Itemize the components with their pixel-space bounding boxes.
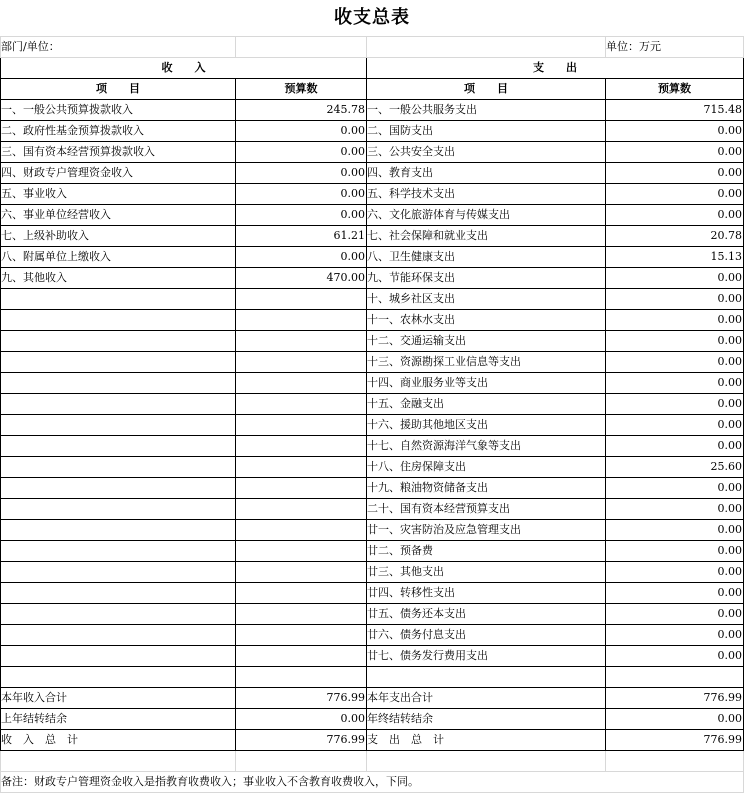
table-row [1,415,744,436]
income-total-value: 776.99 [236,688,367,709]
table-row [1,142,744,163]
income-item [1,625,236,646]
blank-row [1,667,744,688]
table-row [1,226,744,247]
expense-value: 0.00 [606,562,744,583]
expense-item: 廿六、债务付息支出 [367,625,606,646]
income-total-value: 0.00 [236,709,367,730]
expense-total-label: 本年支出合计 [367,688,606,709]
income-item: 四、财政专户管理资金收入 [1,163,236,184]
expense-value: 0.00 [606,205,744,226]
table-row [1,268,744,289]
blank-cell [1,667,236,688]
income-value: 470.00 [236,268,367,289]
income-header: 收 入 [1,58,367,79]
unit-label: 单位：万元 [606,37,744,58]
spacer-cell [236,751,367,772]
expense-value: 0.00 [606,352,744,373]
expense-item: 十八、住房保障支出 [367,457,606,478]
expense-total-value: 776.99 [606,730,744,751]
expense-total-value: 0.00 [606,709,744,730]
income-col-item: 项 目 [1,79,236,100]
expense-item: 一、一般公共服务支出 [367,100,606,121]
spacer-cell [606,751,744,772]
income-value [236,457,367,478]
income-item [1,478,236,499]
income-item [1,646,236,667]
section-header-row [1,58,744,79]
table-row [1,289,744,310]
table-row [1,583,744,604]
expense-item: 廿四、转移性支出 [367,583,606,604]
income-value [236,373,367,394]
income-value [236,478,367,499]
expense-value: 0.00 [606,436,744,457]
income-value: 0.00 [236,205,367,226]
expense-item: 十四、商业服务业等支出 [367,373,606,394]
income-item: 一、一般公共预算拨款收入 [1,100,236,121]
grand-total-row [1,730,744,751]
table-row [1,457,744,478]
income-item [1,520,236,541]
table-row [1,394,744,415]
expense-value: 0.00 [606,520,744,541]
expense-item: 十二、交通运输支出 [367,331,606,352]
income-value: 61.21 [236,226,367,247]
table-row [1,646,744,667]
expense-item: 三、公共安全支出 [367,142,606,163]
income-value [236,436,367,457]
income-item [1,583,236,604]
expense-value: 0.00 [606,541,744,562]
income-value [236,331,367,352]
expense-value: 0.00 [606,310,744,331]
income-item: 七、上级补助收入 [1,226,236,247]
expense-value: 0.00 [606,142,744,163]
expense-item: 十九、粮油物资储备支出 [367,478,606,499]
income-item [1,457,236,478]
income-value [236,562,367,583]
spacer-row [1,751,744,772]
income-item: 六、事业单位经营收入 [1,205,236,226]
table-row [1,436,744,457]
meta-row [1,37,744,58]
income-value [236,310,367,331]
expense-value: 25.60 [606,457,744,478]
expense-value: 0.00 [606,646,744,667]
income-value [236,646,367,667]
expense-value: 0.00 [606,604,744,625]
income-item [1,562,236,583]
table-row [1,625,744,646]
expense-value: 15.13 [606,247,744,268]
income-item: 五、事业收入 [1,184,236,205]
expense-value: 0.00 [606,268,744,289]
note-row [1,772,744,793]
expense-item: 五、科学技术支出 [367,184,606,205]
table-row [1,373,744,394]
expense-value: 0.00 [606,289,744,310]
table-row [1,604,744,625]
income-value [236,352,367,373]
table-row [1,121,744,142]
expense-value: 0.00 [606,184,744,205]
income-item: 八、附属单位上缴收入 [1,247,236,268]
income-item: 九、其他收入 [1,268,236,289]
income-value [236,394,367,415]
expense-item: 七、社会保障和就业支出 [367,226,606,247]
expense-item: 十一、农林水支出 [367,310,606,331]
expense-value: 0.00 [606,394,744,415]
column-header-row [1,79,744,100]
income-item [1,394,236,415]
expense-item: 廿三、其他支出 [367,562,606,583]
table-row [1,247,744,268]
income-item [1,331,236,352]
income-total-value: 776.99 [236,730,367,751]
table-row [1,541,744,562]
expense-total-label: 年终结转结余 [367,709,606,730]
income-item [1,415,236,436]
income-item [1,541,236,562]
carry-over-row [1,709,744,730]
income-value [236,625,367,646]
expense-item: 十六、援助其他地区支出 [367,415,606,436]
income-col-budget: 预算数 [236,79,367,100]
expense-col-budget: 预算数 [606,79,744,100]
income-total-label: 本年收入合计 [1,688,236,709]
table-row [1,331,744,352]
expense-value: 0.00 [606,373,744,394]
expense-item: 二、国防支出 [367,121,606,142]
income-value: 245.78 [236,100,367,121]
expense-item: 廿五、债务还本支出 [367,604,606,625]
expense-item: 十五、金融支出 [367,394,606,415]
income-item: 三、国有资本经营预算拨款收入 [1,142,236,163]
expense-item: 九、节能环保支出 [367,268,606,289]
income-item [1,373,236,394]
blank-cell [606,667,744,688]
blank-cell [367,667,606,688]
income-value [236,520,367,541]
income-value: 0.00 [236,184,367,205]
table-row [1,478,744,499]
dept-label: 部门/单位： [1,37,236,58]
budget-table [0,36,744,793]
income-total-label: 收 入 总 计 [1,730,236,751]
expense-total-value: 776.99 [606,688,744,709]
page-title: 收支总表 [334,7,410,28]
income-item: 二、政府性基金预算拨款收入 [1,121,236,142]
income-value [236,604,367,625]
expense-item: 十、城乡社区支出 [367,289,606,310]
expense-item: 六、文化旅游体育与传媒支出 [367,205,606,226]
income-value: 0.00 [236,121,367,142]
income-value [236,289,367,310]
income-item [1,604,236,625]
table-row [1,562,744,583]
spacer-cell [1,751,236,772]
expense-value: 0.00 [606,478,744,499]
income-item [1,499,236,520]
expense-value: 0.00 [606,331,744,352]
table-row [1,205,744,226]
expense-item: 十三、资源勘探工业信息等支出 [367,352,606,373]
table-row [1,163,744,184]
expense-col-item: 项 目 [367,79,606,100]
table-row [1,520,744,541]
income-value [236,415,367,436]
income-value: 0.00 [236,142,367,163]
expense-item: 四、教育支出 [367,163,606,184]
expense-item: 十七、自然资源海洋气象等支出 [367,436,606,457]
income-item [1,436,236,457]
income-value [236,499,367,520]
income-item [1,352,236,373]
blank-cell [236,667,367,688]
income-value: 0.00 [236,163,367,184]
expense-item: 廿一、灾害防治及应急管理支出 [367,520,606,541]
expense-item: 廿二、预备费 [367,541,606,562]
expense-value: 0.00 [606,163,744,184]
expense-value: 0.00 [606,499,744,520]
expense-value: 0.00 [606,625,744,646]
table-row [1,499,744,520]
expense-item: 八、卫生健康支出 [367,247,606,268]
expense-value: 0.00 [606,415,744,436]
expense-value: 20.78 [606,226,744,247]
footnote: 备注：财政专户管理资金收入是指教育收费收入；事业收入不含教育收费收入，下同。 [1,772,744,793]
table-row [1,100,744,121]
expense-value: 0.00 [606,121,744,142]
expense-item: 二十、国有资本经营预算支出 [367,499,606,520]
expense-header: 支 出 [367,58,744,79]
income-value [236,541,367,562]
table-row [1,310,744,331]
expense-value: 715.48 [606,100,744,121]
spacer-cell [367,751,606,772]
expense-total-label: 支 出 总 计 [367,730,606,751]
income-item [1,289,236,310]
year-total-row [1,688,744,709]
expense-value: 0.00 [606,583,744,604]
income-value: 0.00 [236,247,367,268]
table-row [1,352,744,373]
income-item [1,310,236,331]
income-total-label: 上年结转结余 [1,709,236,730]
table-row [1,184,744,205]
expense-item: 廿七、债务发行费用支出 [367,646,606,667]
income-value [236,583,367,604]
